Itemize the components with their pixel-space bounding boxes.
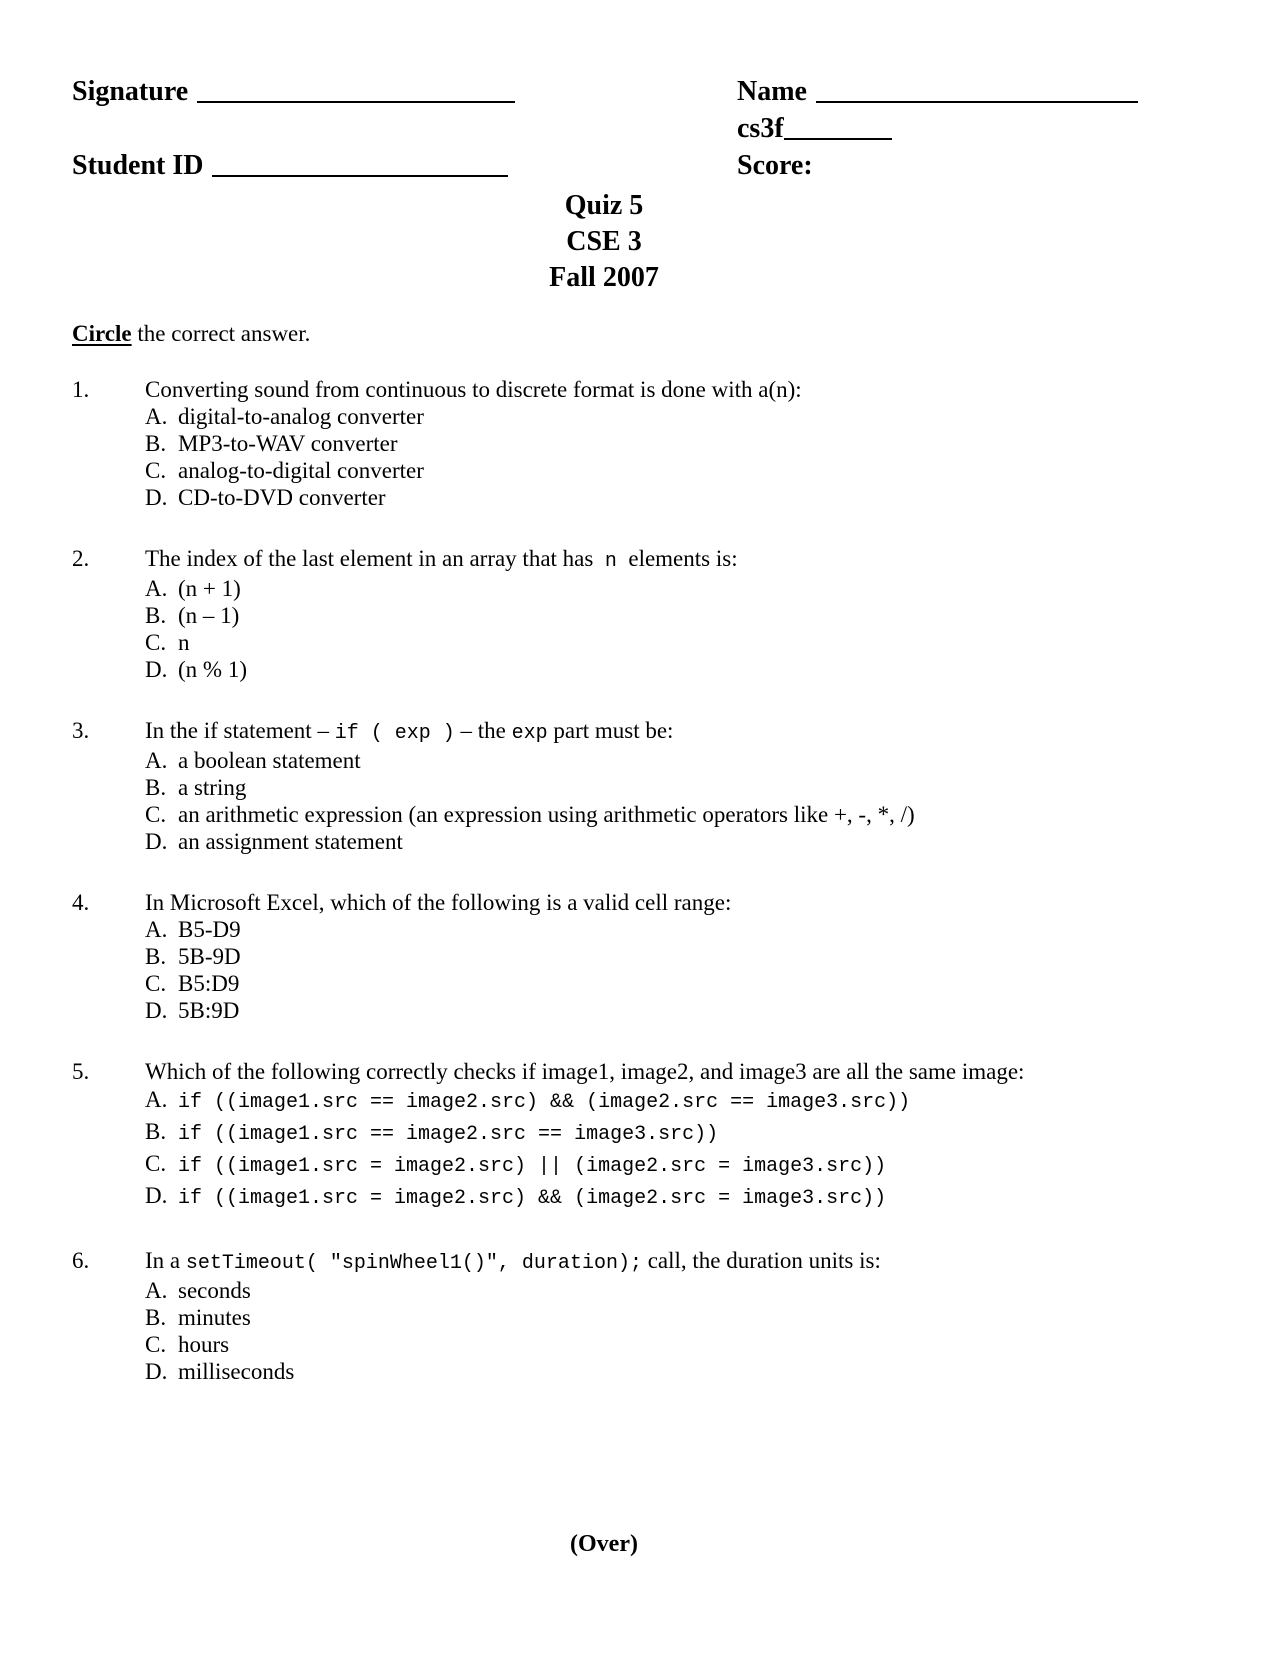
option-text: analog-to-digital converter <box>178 458 424 483</box>
instructions <box>72 320 1136 347</box>
option-letter: C. <box>145 1332 167 1357</box>
code-segment: if ( exp ) <box>334 722 455 745</box>
header <box>72 76 1136 187</box>
code-segment: n <box>604 550 617 573</box>
question-body <box>145 376 1136 511</box>
name-blank-line <box>816 101 1138 103</box>
answer-option <box>145 943 1136 970</box>
question-list <box>72 376 1136 1385</box>
question-number: 1. <box>72 377 90 402</box>
option-letter: C. <box>145 971 167 996</box>
signature-label: Signature <box>72 76 189 107</box>
question <box>72 717 1136 855</box>
score-field <box>737 150 1138 187</box>
option-letter: D. <box>145 1183 168 1208</box>
option-text: 5B:9D <box>178 998 240 1023</box>
option-letter: B. <box>145 1119 167 1144</box>
option-text: CD-to-DVD converter <box>178 485 386 510</box>
instruction-emphasis: Circle <box>72 321 132 346</box>
score-label: Score: <box>737 150 813 181</box>
text-segment: part must be: <box>547 718 674 743</box>
answer-option <box>145 484 1136 511</box>
option-letter: C. <box>145 458 167 483</box>
option-letter: D. <box>145 998 168 1023</box>
question-text <box>145 376 1136 403</box>
option-text: digital-to-analog converter <box>178 404 424 429</box>
option-text: if ((image1.src = image2.src) || (image2.src = image3.src)) <box>178 1155 887 1178</box>
answer-option <box>145 1331 1136 1358</box>
over-label: (Over) <box>570 1531 638 1557</box>
option-letter: D. <box>145 829 168 854</box>
option-text: an arithmetic expression (an expression using arithmetic operators like +, -, *, /) <box>178 802 915 827</box>
option-text: minutes <box>178 1305 251 1330</box>
text-segment: The index of the last element in an array that has <box>145 546 605 571</box>
answer-option <box>145 997 1136 1024</box>
option-text: milliseconds <box>178 1359 295 1384</box>
question <box>72 545 1136 683</box>
option-letter: A. <box>145 1278 168 1303</box>
option-text: (n + 1) <box>178 576 241 601</box>
option-letter: A. <box>145 404 168 429</box>
question-text <box>145 545 1136 575</box>
answer-option <box>145 1085 1136 1117</box>
option-letter: C. <box>145 802 167 827</box>
option-letter: B. <box>145 775 167 800</box>
option-letter: A. <box>145 917 168 942</box>
option-letter: B. <box>145 944 167 969</box>
question-body <box>145 1058 1136 1213</box>
option-letter: B. <box>145 431 167 456</box>
footer <box>72 1531 1136 1558</box>
option-text: if ((image1.src = image2.src) && (image2.src = image3.src)) <box>178 1187 887 1210</box>
student-id-label: Student ID <box>72 150 204 181</box>
option-letter: A. <box>145 576 168 601</box>
question <box>72 1058 1136 1213</box>
course-code-field <box>737 113 1138 150</box>
option-text: (n % 1) <box>178 657 247 682</box>
answer-option <box>145 1181 1136 1213</box>
question-number: 3. <box>72 718 90 743</box>
answer-option <box>145 1304 1136 1331</box>
text-segment: call, the duration units is: <box>641 1248 881 1273</box>
option-text: if ((image1.src == image2.src == image3.src)) <box>178 1123 719 1146</box>
answer-option <box>145 602 1136 629</box>
answer-option <box>145 1358 1136 1385</box>
option-letter: B. <box>145 1305 167 1330</box>
option-letter: D. <box>145 485 168 510</box>
question-body <box>145 545 1136 683</box>
question <box>72 1247 1136 1385</box>
instruction-text: the correct answer. <box>131 321 311 346</box>
answer-option <box>145 457 1136 484</box>
question-body <box>145 889 1136 1024</box>
course-title: CSE 3 <box>566 226 642 257</box>
option-letter: A. <box>145 1087 168 1112</box>
answer-option <box>145 1117 1136 1149</box>
student-id-field <box>72 150 737 187</box>
question-text <box>145 889 1136 916</box>
option-letter: C. <box>145 630 167 655</box>
question-number: 2. <box>72 546 90 571</box>
quiz-title: Quiz 5 <box>564 190 644 221</box>
code-segment: setTimeout( "spinWheel1()", duration); <box>185 1252 642 1275</box>
option-text: if ((image1.src == image2.src) && (image2.src == image3.src)) <box>178 1091 911 1114</box>
answer-option <box>145 828 1136 855</box>
text-segment: – the <box>454 718 512 743</box>
text-segment: In Microsoft Excel, which of the following is a valid cell range: <box>145 890 732 915</box>
signature-blank-line <box>197 101 515 103</box>
option-letter: A. <box>145 748 168 773</box>
answer-option <box>145 801 1136 828</box>
term-title: Fall 2007 <box>549 262 659 293</box>
option-letter: B. <box>145 603 167 628</box>
answer-option <box>145 1149 1136 1181</box>
header-spacer <box>72 113 737 150</box>
answer-option <box>145 430 1136 457</box>
option-text: 5B-9D <box>178 944 241 969</box>
option-text: n <box>178 630 190 655</box>
question-number: 4. <box>72 890 90 915</box>
signature-field <box>72 76 737 113</box>
option-letter: D. <box>145 1359 168 1384</box>
name-field <box>737 76 1138 113</box>
answer-option <box>145 970 1136 997</box>
question-body <box>145 1247 1136 1385</box>
course-code-label: cs3f <box>737 113 784 144</box>
answer-option <box>145 916 1136 943</box>
option-text: hours <box>178 1332 230 1357</box>
question-text <box>145 717 1136 747</box>
option-text: (n – 1) <box>178 603 240 628</box>
question <box>72 889 1136 1024</box>
answer-option <box>145 656 1136 683</box>
course-code-blank-line <box>784 138 892 140</box>
option-text: MP3-to-WAV converter <box>178 431 398 456</box>
text-segment: Which of the following correctly checks if image1, image2, and image3 are all the same image: <box>145 1059 1025 1084</box>
answer-option <box>145 747 1136 774</box>
option-text: B5-D9 <box>178 917 241 942</box>
text-segment: Converting sound from continuous to discrete format is done with a(n): <box>145 377 802 402</box>
question-number: 6. <box>72 1248 90 1273</box>
text-segment: In a <box>145 1248 186 1273</box>
option-letter: D. <box>145 657 168 682</box>
option-letter: C. <box>145 1151 167 1176</box>
option-text: a string <box>178 775 247 800</box>
question-text <box>145 1247 1136 1277</box>
option-text: an assignment statement <box>178 829 403 854</box>
answer-option <box>145 774 1136 801</box>
option-text: B5:D9 <box>178 971 240 996</box>
title-block <box>72 188 1136 296</box>
answer-option <box>145 403 1136 430</box>
answer-option <box>145 1277 1136 1304</box>
code-segment: exp <box>511 722 548 745</box>
question <box>72 376 1136 511</box>
question-body <box>145 717 1136 855</box>
option-text: seconds <box>178 1278 251 1303</box>
answer-option <box>145 629 1136 656</box>
question-number: 5. <box>72 1059 90 1084</box>
text-segment: elements is: <box>616 546 738 571</box>
question-text <box>145 1058 1136 1085</box>
answer-option <box>145 575 1136 602</box>
option-text: a boolean statement <box>178 748 361 773</box>
name-label: Name <box>737 76 807 107</box>
student-id-blank-line <box>212 175 508 177</box>
text-segment: In the if statement – <box>145 718 335 743</box>
